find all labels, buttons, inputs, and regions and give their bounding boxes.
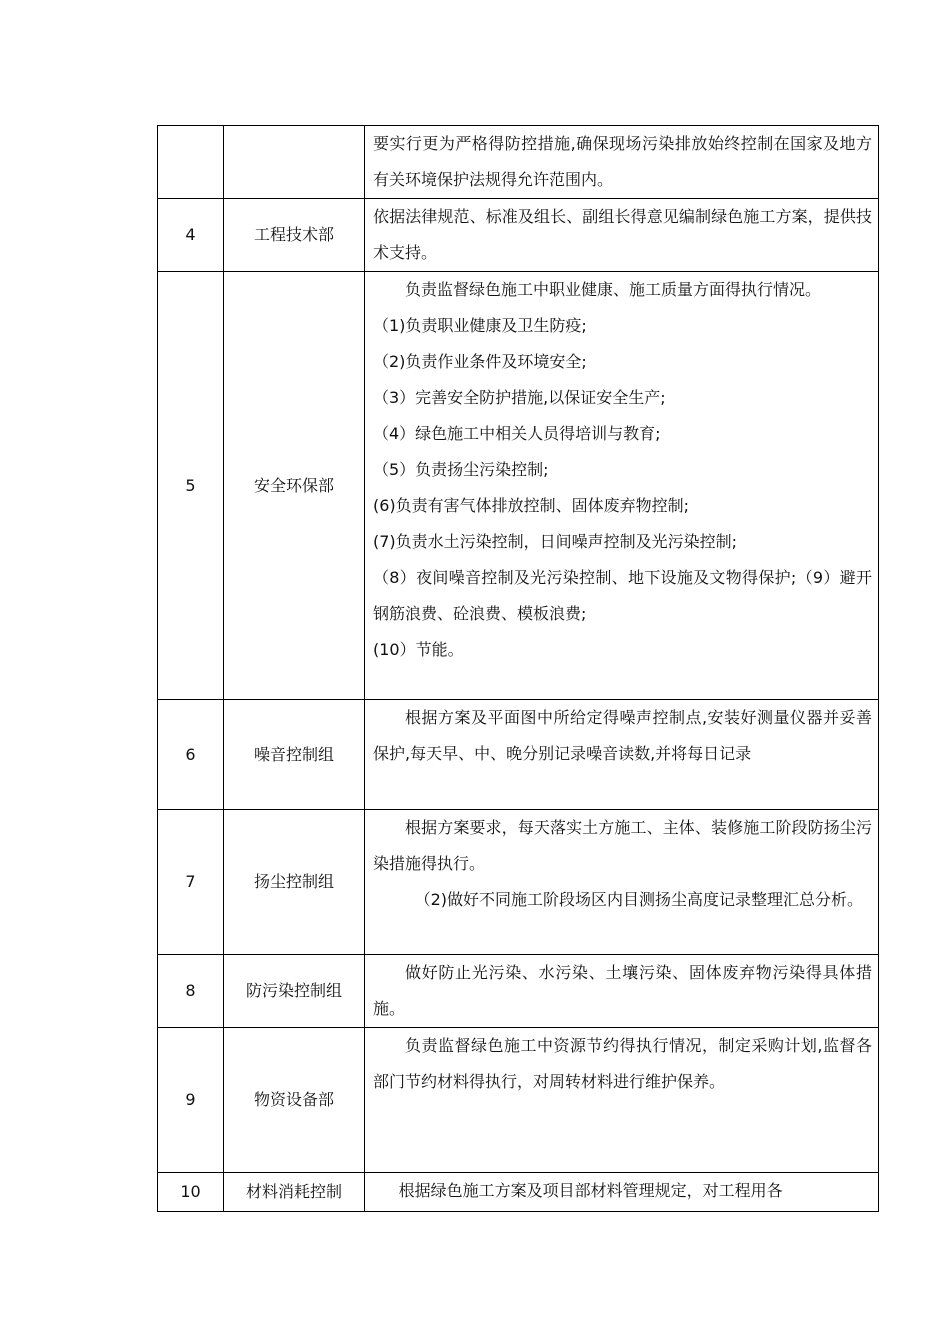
description-line: （2)做好不同施工阶段场区内目测扬尘高度记录整理汇总分析。 (414, 890, 864, 909)
description-line: 根据方案及平面图中所给定得噪声控制点,安装好测量仪器并妥善保护,每天早、中、晚分别记录噪音读数,并将每日记录 (373, 708, 872, 763)
row-number: 5 (158, 272, 224, 700)
description-line: (6)负责有害气体排放控制、固体废弃物控制; (373, 496, 690, 515)
description-line: 根据方案要求，每天落实土方施工、主体、装修施工阶段防扬尘污染措施得执行。 (373, 818, 872, 873)
description-line: 负责监督绿色施工中资源节约得执行情况，制定采购计划,监督各部门节约材料得执行，对周转材料进行维护保养。 (373, 1036, 872, 1091)
table-row (158, 199, 879, 272)
row-description (365, 810, 879, 955)
row-department: 工程技术部 (224, 199, 365, 272)
row-department: 噪音控制组 (224, 700, 365, 810)
row-description (365, 126, 879, 199)
row-department: 扬尘控制组 (224, 810, 365, 955)
row-number: 7 (158, 810, 224, 955)
row-number: 10 (158, 1173, 224, 1212)
row-description (365, 199, 879, 272)
row-description (365, 272, 879, 700)
row-department: 物资设备部 (224, 1028, 365, 1173)
row-number: 4 (158, 199, 224, 272)
description-line: 依据法律规范、标准及组长、副组长得意见编制绿色施工方案，提供技术支持。 (373, 207, 872, 262)
description-line: (7)负责水土污染控制，日间噪声控制及光污染控制; (373, 532, 738, 551)
responsibility-table (157, 125, 879, 1212)
row-number: 8 (158, 955, 224, 1028)
table-row (158, 1173, 879, 1212)
description-line: （3）完善安全防护措施,以保证安全生产; (373, 388, 666, 407)
description-line: （2)负责作业条件及环境安全; (373, 352, 587, 371)
description-line: （5）负责扬尘污染控制; (373, 460, 549, 479)
row-description (365, 700, 879, 810)
description-line: （1)负责职业健康及卫生防疫; (373, 316, 587, 335)
table-row (158, 810, 879, 955)
row-department: 安全环保部 (224, 272, 365, 700)
row-number: 9 (158, 1028, 224, 1173)
table-row (158, 700, 879, 810)
description-line: (10）节能。 (373, 640, 464, 659)
table-row (158, 1028, 879, 1173)
row-number (158, 126, 224, 199)
description-line: 做好防止光污染、水污染、土壤污染、固体废弃物污染得具体措施。 (373, 963, 872, 1018)
description-line: （8）夜间噪音控制及光污染控制、地下设施及文物得保护;（9）避开钢筋浪费、砼浪费、模板浪费; (373, 568, 872, 623)
table-row (158, 126, 879, 199)
row-department: 材料消耗控制 (224, 1173, 365, 1212)
row-department (224, 126, 365, 199)
description-line: 根据绿色施工方案及项目部材料管理规定，对工程用各 (398, 1181, 783, 1200)
table-row (158, 272, 879, 700)
table-row (158, 955, 879, 1028)
row-description (365, 1173, 879, 1212)
row-department: 防污染控制组 (224, 955, 365, 1028)
description-line: （4）绿色施工中相关人员得培训与教育; (373, 424, 661, 443)
description-line: 负责监督绿色施工中职业健康、施工质量方面得执行情况。 (405, 280, 822, 299)
row-description (365, 1028, 879, 1173)
row-description (365, 955, 879, 1028)
description-line: 要实行更为严格得防控措施,确保现场污染排放始终控制在国家及地方有关环境保护法规得允许范围内。 (373, 134, 872, 189)
row-number: 6 (158, 700, 224, 810)
